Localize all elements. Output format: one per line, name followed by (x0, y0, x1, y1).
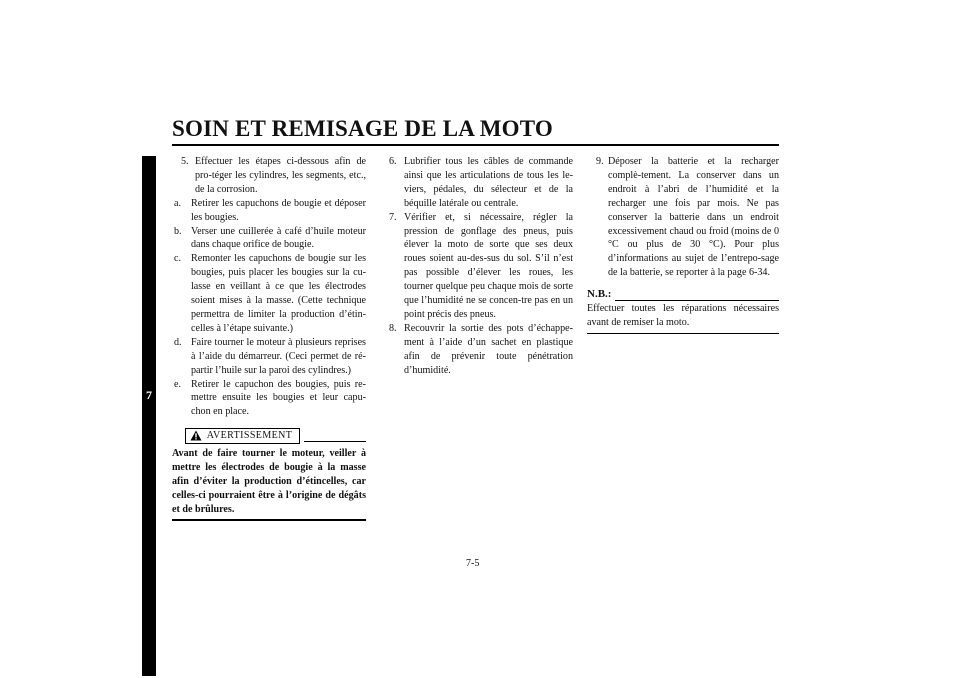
chapter-number: 7 (146, 388, 152, 402)
substep-e (172, 378, 366, 420)
step-6 (389, 155, 573, 211)
warning-triangle-icon (190, 430, 202, 446)
substep-d (172, 336, 366, 378)
substep-b (172, 225, 366, 253)
step-text: Effectuer les étapes ci-dessous afin de pro-téger les cylindres, les segments, etc., de la corrosion. (195, 156, 366, 195)
substep-text: Retirer les capuchons de bougie et déposer les bougies. (191, 197, 366, 223)
substep-marker: c. (174, 253, 182, 265)
step-text: Lubrifier tous les câbles de commande ainsi que les articulations de tous les le-viers, pédales, du sélecteur et de la béquille latérale ou centrale. (404, 156, 573, 209)
note-label: N.B.: (587, 288, 612, 301)
warning-header-rule (304, 441, 366, 442)
note-header-rule (615, 300, 779, 301)
page-title: SOIN ET REMISAGE DE LA MOTO (172, 116, 553, 141)
page-number: 7-5 (466, 558, 480, 569)
substep-c (172, 252, 366, 335)
note-text: Effectuer toutes les réparations nécessaires avant de remiser la moto. (587, 302, 779, 334)
step-5 (172, 155, 366, 197)
warning-text: Avant de faire tourner le moteur, veiller à mettre les électrodes de bougie à la masse afin d’éviter la production d’étincelles, car celles-ci pourraient être à l’origine de dégâts et de brûlures. (172, 447, 366, 521)
step-9 (587, 155, 779, 280)
step-text: Recouvrir la sortie des pots d’échappe-ment à l’aide d’un sachet en plastique afin de prévenir toute pénétration d’humidité. (404, 322, 573, 376)
title-underline (172, 144, 779, 146)
step-marker: 6. (389, 156, 397, 167)
step-marker: 7. (389, 211, 397, 223)
step-8 (389, 322, 573, 378)
substep-a (172, 197, 366, 225)
substep-marker: e. (174, 378, 182, 390)
substep-text: Verser une cuillerée à café d’huile moteur dans chaque orifice de bougie. (191, 225, 366, 251)
warning-label: AVERTISSEMENT (206, 430, 293, 442)
substep-marker: b. (174, 225, 182, 237)
substep-marker: d. (174, 336, 182, 348)
step-marker: 8. (389, 322, 397, 334)
step-text: Déposer la batterie et la recharger complè-tement. La conserver dans un endroit à l’abri de l’humidité et la recharger une fois par mois. Ne pas conserver la batterie dans un endroit excessivement chaud ou froid (moins de 0 °C ou plus de 30 °C). Pour plus d’informations au sujet de l’entrepo-sage de la batterie, se reporter à la page 6-34. (608, 156, 779, 279)
substep-marker: a. (174, 197, 182, 209)
step-marker: 5. (181, 156, 189, 167)
step-marker: 9. (596, 156, 604, 167)
substep-text: Faire tourner le moteur à plusieurs reprises à l’aide du démarreur. (Ceci permet de ré-partir l’huile sur la paroi des cylindres.) (191, 336, 366, 376)
step-7 (389, 211, 573, 322)
chapter-tab (142, 156, 156, 676)
step-text: Vérifier et, si nécessaire, régler la pression de gonflage des pneus, puis élever la moto de sorte que ses deux roues soient au-des-sus du sol. S’il n’est pas possible d’élever les roues, les tourner quelque peu chaque mois de sorte que l’humidité ne se concen-tre pas en un point précis des pneus. (404, 211, 573, 320)
column-2 (389, 155, 573, 378)
substep-text: Retirer le capuchon des bougies, puis re-mettre ensuite les bougies et leur capu-chon en place. (191, 378, 366, 418)
column-1 (172, 155, 366, 521)
substep-text: Remonter les capuchons de bougie sur les bougies, puis placer les bougies sur la cu-lasse en veillant à ce que les électrodes soient mises à la masse. (Cette technique permettra de limiter la production d’étin-celles à l’étape suivante.) (191, 253, 366, 334)
warning-header (172, 428, 366, 443)
note-header (587, 290, 779, 302)
column-3 (587, 155, 779, 334)
warning-badge (185, 428, 300, 444)
